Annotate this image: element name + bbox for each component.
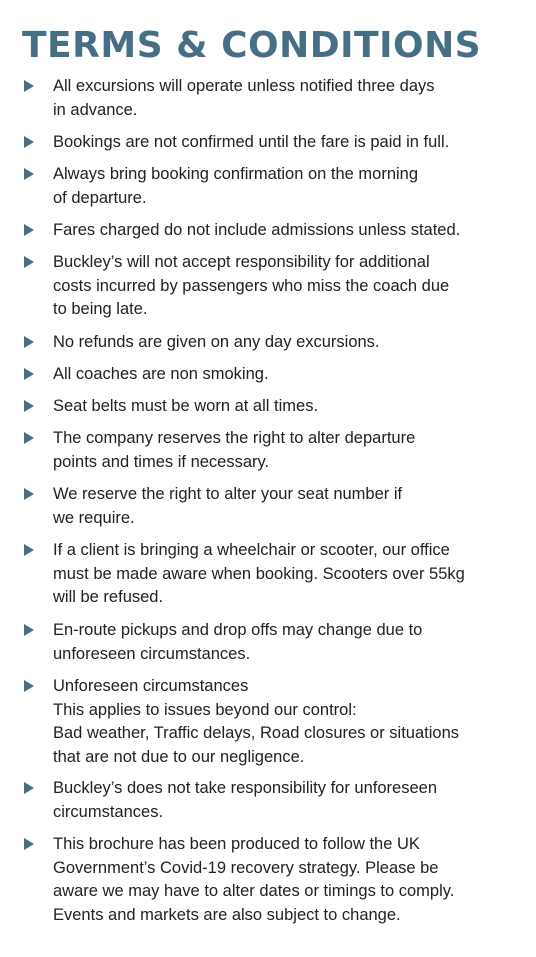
- term-line: Fares charged do not include admissions unless stated.: [53, 221, 461, 239]
- term-line: Events and markets are also subject to change.: [53, 905, 401, 924]
- term-line: Always bring booking confirmation on the morning: [53, 165, 419, 183]
- bullet-triangle-icon: [24, 256, 34, 268]
- term-line: This applies to issues beyond our control:: [53, 700, 357, 719]
- term-line: All coaches are non smoking.: [53, 365, 269, 383]
- term-line: costs incurred by passengers who miss the coach due: [53, 276, 450, 295]
- term-text: [53, 131, 493, 155]
- bullet-triangle-icon: [24, 400, 34, 412]
- term-text: [53, 777, 493, 824]
- term-line: will be refused.: [53, 588, 164, 606]
- term-text: [53, 483, 493, 530]
- term-text: [53, 75, 493, 122]
- bullet-triangle-icon: [24, 224, 34, 236]
- bullet-triangle-icon: [24, 624, 34, 636]
- term-line: If a client is bringing a wheelchair or scooter, our office: [53, 541, 450, 559]
- term-line: We reserve the right to alter your seat number if: [53, 485, 403, 503]
- term-line: En-route pickups and drop offs may change due to: [53, 621, 423, 639]
- term-text: [53, 427, 493, 474]
- bullet-triangle-icon: [24, 544, 34, 556]
- bullet-triangle-icon: [24, 80, 34, 92]
- term-line: Buckley’s does not take responsibility for unforeseen: [53, 779, 437, 797]
- term-text: [53, 539, 493, 610]
- term-text: [53, 675, 493, 769]
- term-line: of departure.: [53, 188, 147, 207]
- term-text: [53, 833, 493, 927]
- term-text: [53, 331, 493, 355]
- term-text: [53, 619, 493, 666]
- term-line: Bad weather, Traffic delays, Road closures or situations: [53, 724, 459, 742]
- term-line: must be made aware when booking. Scooters over 55kg: [53, 564, 465, 583]
- bullet-triangle-icon: [24, 782, 34, 794]
- term-text: [53, 395, 493, 419]
- bullet-triangle-icon: [24, 168, 34, 180]
- term-text: [53, 219, 493, 243]
- bullet-triangle-icon: [24, 680, 34, 692]
- term-line: unforeseen circumstances.: [53, 644, 251, 663]
- term-line: to being late.: [53, 300, 148, 318]
- term-line: points and times if necessary.: [53, 452, 270, 471]
- term-line: The company reserves the right to alter departure: [53, 429, 416, 447]
- bullet-triangle-icon: [24, 136, 34, 148]
- term-text: [53, 163, 493, 210]
- term-line: circumstances.: [53, 802, 164, 821]
- term-line: Buckley’s will not accept responsibility for additional: [53, 253, 430, 271]
- term-text: [53, 251, 493, 322]
- term-line: This brochure has been produced to follow the UK: [53, 835, 420, 853]
- bullet-triangle-icon: [24, 336, 34, 348]
- term-line: aware we may have to alter dates or timings to comply.: [53, 882, 455, 900]
- bullet-triangle-icon: [24, 432, 34, 444]
- term-line: Seat belts must be worn at all times.: [53, 397, 319, 415]
- bullet-triangle-icon: [24, 368, 34, 380]
- term-line: Bookings are not confirmed until the fare is paid in full.: [53, 133, 450, 151]
- term-line: No refunds are given on any day excursions.: [53, 333, 380, 351]
- term-line: that are not due to our negligence.: [53, 747, 305, 766]
- page-title: TERMS & CONDITIONS: [22, 25, 482, 66]
- term-line: in advance.: [53, 100, 138, 119]
- term-line: we require.: [53, 508, 135, 527]
- term-line: Unforeseen circumstances: [53, 677, 249, 695]
- bullet-triangle-icon: [24, 488, 34, 500]
- bullet-triangle-icon: [24, 838, 34, 850]
- term-text: [53, 363, 493, 387]
- term-line: All excursions will operate unless notified three days: [53, 77, 435, 95]
- term-line: Government’s Covid-19 recovery strategy. Please be: [53, 858, 439, 877]
